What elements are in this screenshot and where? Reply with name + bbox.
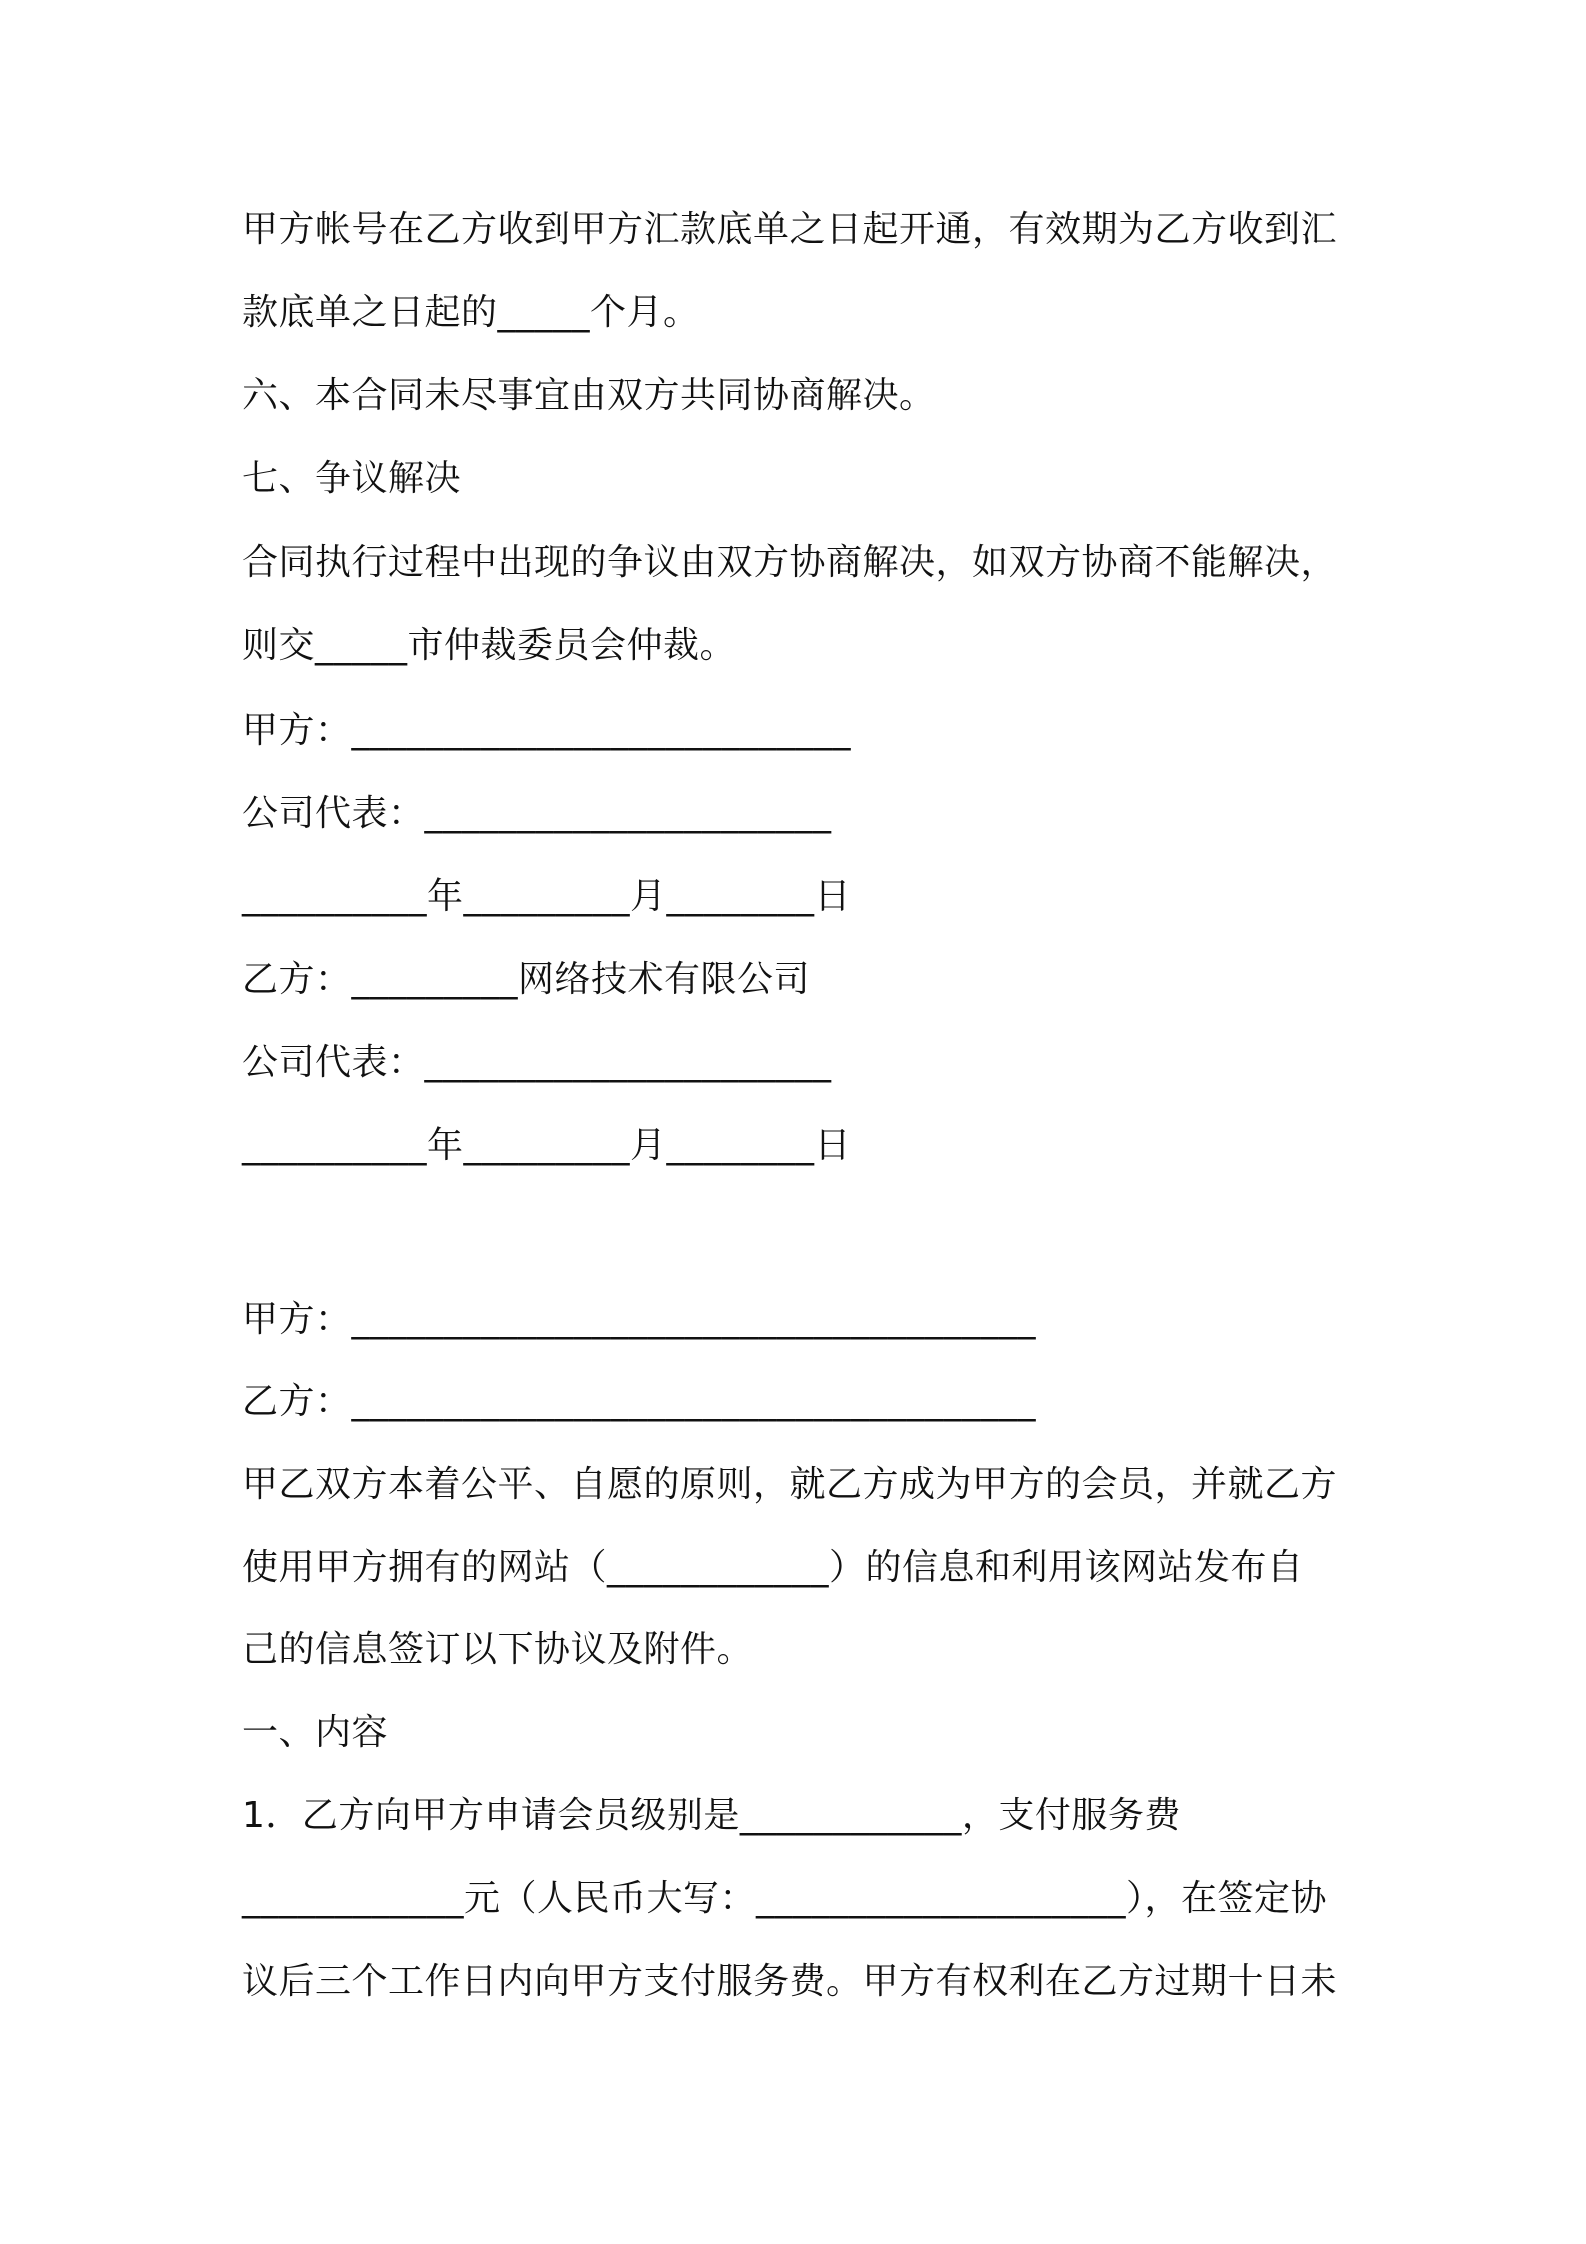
paragraph-line: 甲方帐号在乙方收到甲方汇款底单之日起开通，有效期为乙方收到汇 [242, 209, 1338, 250]
paragraph-line: 合同执行过程中出现的争议由双方协商解决，如双方协商不能解决， [242, 542, 1338, 583]
party-a-signature-line: 甲方：___________________________ [242, 710, 852, 751]
company-representative-line: 公司代表：______________________ [242, 1042, 832, 1083]
paragraph-line: 甲乙双方本着公平、自愿的原则，就乙方成为甲方的会员，并就乙方 [242, 1464, 1338, 1505]
paragraph-line: 己的信息签订以下协议及附件。 [242, 1629, 754, 1670]
party-b-line: 乙方：_____________________________________ [242, 1381, 1037, 1422]
date-line: __________年_________月________日 [242, 1125, 851, 1166]
section-heading: 六、本合同未尽事宜由双方共同协商解决。 [242, 375, 936, 416]
company-representative-line: 公司代表：______________________ [242, 793, 832, 834]
section-heading: 七、争议解决 [242, 458, 462, 499]
party-b-signature-line: 乙方：_________网络技术有限公司 [242, 959, 811, 1000]
paragraph-line: ____________元（人民币大写：____________________），在签定协 [242, 1878, 1328, 1919]
paragraph-line: 使用甲方拥有的网站（____________）的信息和利用该网站发布自 [242, 1547, 1304, 1588]
paragraph-line: 议后三个工作日内向甲方支付服务费。甲方有权利在乙方过期十日未 [242, 1961, 1338, 2002]
party-a-line: 甲方：_____________________________________ [242, 1299, 1037, 1340]
date-line: __________年_________月________日 [242, 876, 851, 917]
paragraph-line: 则交_____市仲裁委员会仲裁。 [242, 625, 737, 666]
paragraph-line: 款底单之日起的_____个月。 [242, 292, 700, 333]
paragraph-line: 1．乙方向甲方申请会员级别是____________，支付服务费 [242, 1795, 1181, 1836]
section-heading: 一、内容 [242, 1712, 389, 1753]
